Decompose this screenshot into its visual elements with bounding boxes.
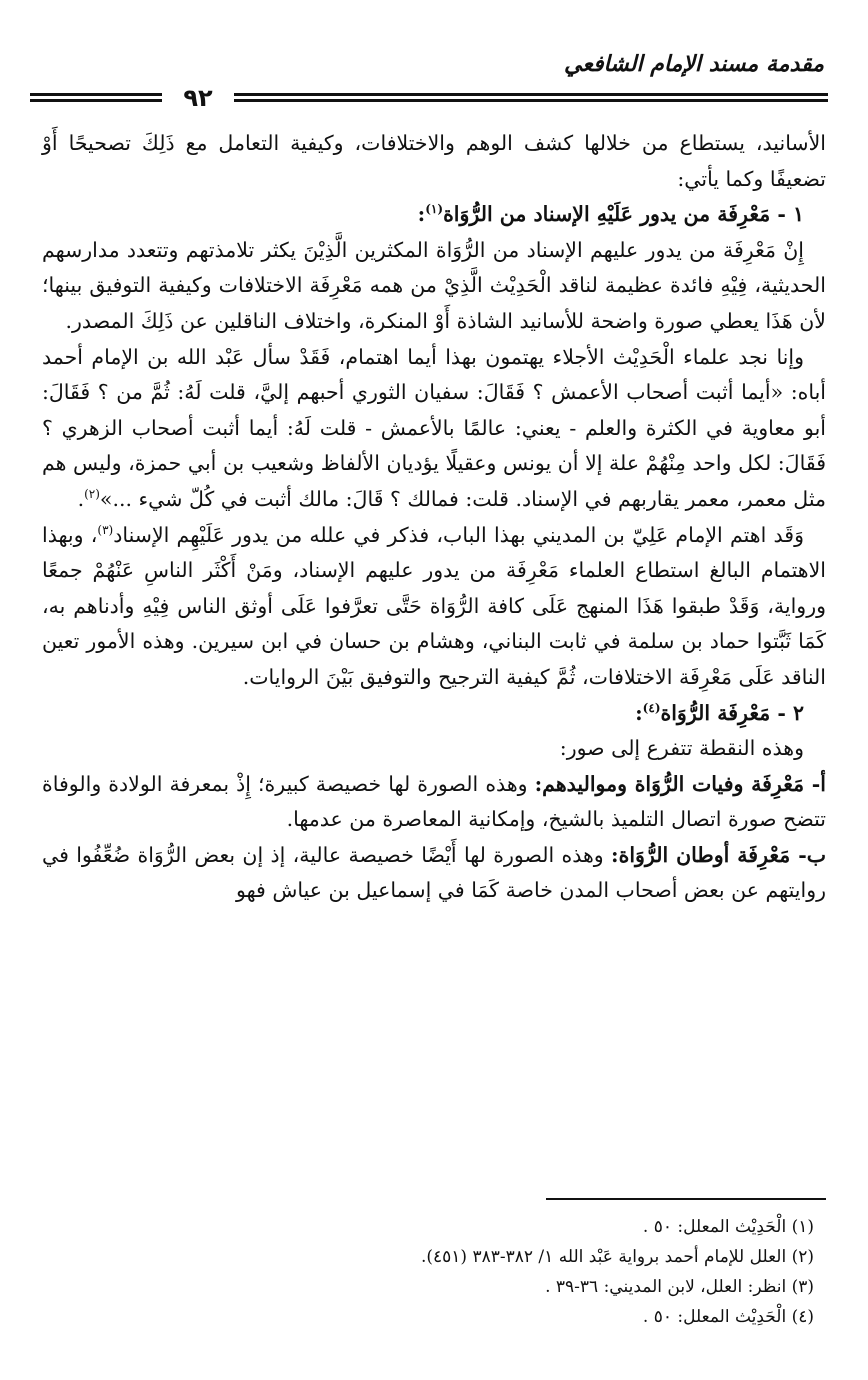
heading-tail: :: [417, 202, 426, 227]
paragraph-text: وإنا نجد علماء الْحَدِيْث الأجلاء يهتمون بهذا أيما اهتمام، فَقَدْ سأل عَبْد الله بن الإمام أحمد أباه: «أيما أثبت أصحاب الأعمش ؟ فَقَالَ: سفيان الثوري أحبهم إليَّ، قلت لَهُ: ثُمَّ من ؟ فَقَالَ: أبو معاوية في الكثرة والعلم - يعني: عالمًا بالأعمش - قلت لَهُ: أيما أثبت أصحاب الزهري ؟ فَقَالَ: لكل واحد مِنْهُمْ علة إلا أن يونس وعقيلًا يؤديان الألفاظ وشعيب بن أبي حمزة، وليس هم مثل معمر، معمر يقاربهم في الإسناد. قلت: فمالك ؟ قَالَ: مالك أثبت في كُلّ شيء ...»: [42, 344, 826, 511]
paragraph: [42, 731, 826, 767]
paragraph: [42, 340, 826, 518]
page-number: ٩٢: [162, 84, 234, 112]
page-number-rule: [90, 99, 156, 102]
subsection-paragraph: [42, 767, 826, 838]
main-text: [42, 126, 826, 909]
heading-text: ٢ - مَعْرِفَة الرُّوَاة: [660, 700, 804, 725]
page-header: [30, 48, 828, 120]
section-heading: [42, 197, 826, 233]
heading-text: ١ - مَعْرِفَة من يدور عَلَيْهِ الإسناد من الرُّوَاة: [443, 202, 804, 227]
footnote-ref[interactable]: (٢): [84, 487, 100, 502]
footnote-ref[interactable]: (٤): [642, 700, 661, 715]
paragraph: [42, 518, 826, 696]
paragraph-text: وهذه الصورة لها أَيْضًا خصيصة عالية، إذ إن بعض الرُّوَاة ضُعِّفُوا في روايتهم عن بعض أصحاب المدن خاصة كَمَا في إسماعيل بن عياش فهو: [42, 842, 826, 903]
paragraph-text: وهذه النقطة تتفرع إلى صور:: [559, 736, 804, 761]
running-title: مقدمة مسند الإمام الشافعي: [564, 52, 824, 77]
subsection-lead: ب- مَعْرِفَة أوطان الرُّوَاة:: [611, 842, 827, 867]
paragraph-text: وَقَد اهتم الإمام عَلِيّ بن المديني بهذا الباب، فذكر في علله من يدور عَلَيْهِم الإسناد: [113, 522, 805, 547]
footnote: (١) الْحَدِيْث المعلل: ٥٠ .: [642, 1217, 814, 1237]
paragraph-tail: ، وبهذا الاهتمام البالغ استطاع العلماء مَعْرِفَة من يدور عليهم الإسناد، ومَنْ أَكْثَر الناسِ عَنْهُمْ جمعًا ورواية، وَقَدْ طبقوا هَذَا المنهج عَلَى كافة الرُّوَاة حَتَّى تعرَّفوا عَلَى أوثق الناس فِيْهِ وأدناهم به، كَمَا ثَبَّتوا حماد بن سلمة في ثابت البناني، وهشام بن حسان في ابن سيرين. وهذه الأمور تعين الناقد عَلَى مَعْرِفَة الاختلافات، ثُمَّ كيفية الترجيح والتوفيق بَيْنَ الروايات.: [42, 522, 826, 689]
footnote: (٤) الْحَدِيْث المعلل: ٥٠ .: [642, 1307, 814, 1327]
paragraph-text: الأسانيد، يستطاع من خلالها كشف الوهم والاختلافات، وكيفية التعامل مع ذَلِكَ تصحيحًا أَوْ تضعيفًا وكما يأتي:: [42, 131, 826, 191]
paragraph: [42, 233, 826, 340]
footnote-separator: [546, 1198, 826, 1200]
subsection-paragraph: [42, 838, 826, 909]
paragraph-tail: .: [77, 486, 85, 511]
footnote: (٢) العلل للإمام أحمد برواية عَبْد الله ١/ ٣٨٢-٣٨٣ (٤٥١).: [420, 1247, 814, 1267]
heading-tail: :: [635, 700, 643, 725]
section-heading: [42, 696, 826, 732]
footnote-ref[interactable]: (١): [425, 202, 444, 217]
footnote: (٣) انظر: العلل، لابن المديني: ٣٦-٣٩ .: [545, 1277, 814, 1297]
paragraph-text: وهذه الصورة لها خصيصة كبيرة؛ إِذْ بمعرفة الولادة والوفاة تتضح صورة اتصال التلميذ بالشيخ، وإمكانية المعاصرة من عدمها.: [42, 771, 826, 832]
paragraph: [42, 126, 826, 197]
subsection-lead: أ- مَعْرِفَة وفيات الرُّوَاة ومواليدهم:: [534, 771, 826, 796]
page-number-rule: [90, 93, 156, 96]
footnotes: [42, 1212, 814, 1332]
paragraph-text: إِنْ مَعْرِفَة من يدور عليهم الإسناد من الرُّوَاة المكثرين الَّذِيْنَ يكثر تلامذتهم وتتعدد مدارسهم الحديثية، فِيْهِ فائدة عظيمة لناقد الْحَدِيْث الَّذِيْ من همه مَعْرِفَة الاختلافات وكيفية التوفيق بينها؛ لأن هَذَا يعطي صورة واضحة للأسانيد الشاذة أَوْ المنكرة، واختلاف الناقلين عن ذَلِكَ المصدر.: [42, 237, 826, 333]
footnote-ref[interactable]: (٣): [97, 522, 114, 537]
